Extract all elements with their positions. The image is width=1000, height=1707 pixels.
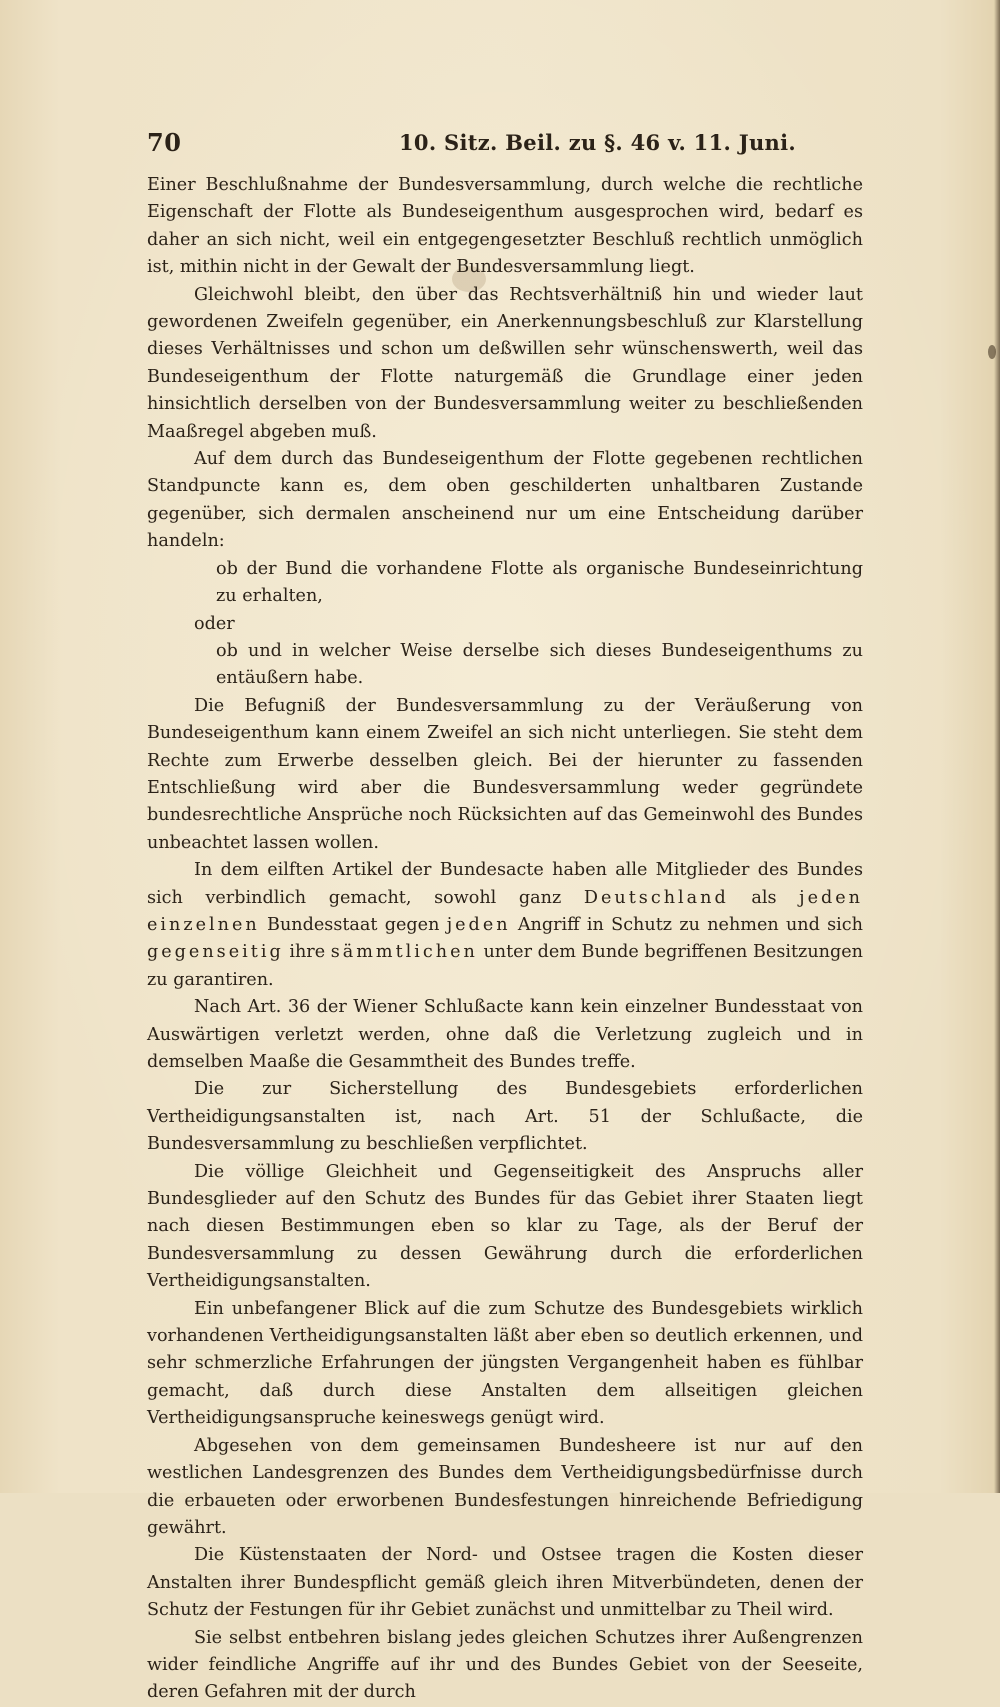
page-edge-shadow [994, 0, 1000, 1493]
paragraph-text: In dem eilften Artikel der Bundesacte haben alle Mitglieder des Bundes sich verbindlich gemacht, sowohl ganz [147, 860, 863, 908]
paragraph-text: Sie selbst entbehren bislang jedes gleichen Schutzes ihrer Außengrenzen wider feindliche Angriffe auf ihr und des Bundes Gebiet von der Seeseite, deren Gefahren mit der durch [147, 1627, 863, 1703]
paragraph-text: ihre [283, 942, 331, 963]
paragraph-text: Gleichwohl bleibt, den über das Rechtsverhältniß hin und wieder laut gewordenen Zweifeln gegenüber, ein Anerkennungsbeschluß zur Klarstellung dieses Verhältnisses und schon um deßwillen sehr wünschenswerth, weil das Bundeseigenthum der Flotte naturgemäß die Grundlage einer jeden hinsichtlich derselben von der Bundesversammlung weiter zu beschließenden Maaßregel abgeben muß. [147, 284, 863, 442]
running-head: 10. Sitz. Beil. zu §. 46 v. 11. Juni. [399, 130, 796, 155]
paragraph [147, 994, 863, 1076]
spaced-emphasis: sämmtlichen [330, 942, 478, 963]
paper-stain [988, 345, 996, 359]
paragraph-text: oder [194, 613, 235, 634]
paragraph-text: Die Küstenstaaten der Nord- und Ostsee tragen die Kosten dieser Anstalten ihrer Bundespflicht gemäß gleich ihren Mitverbündeten, denen der Schutz der Festungen für ihr Gebiet zunächst und unmittelbar zu Theil wird. [147, 1545, 863, 1621]
paragraph-text: Die völlige Gleichheit und Gegenseitigkeit des Anspruchs aller Bundesglieder auf den Schutz des Bundes für das Gebiet ihrer Staaten liegt nach diesen Bestimmungen eben so klar zu Tage, als der Beruf der Bundesversammlung zu dessen Gewährung durch die erforderlichen Vertheidigungsanstalten. [147, 1161, 863, 1292]
paragraph-text: Abgesehen von dem gemeinsamen Bundesheere ist nur auf den westlichen Landesgrenzen des Bundes dem Vertheidigungsbedürfnisse durch die erbaueten oder erworbenen Bundesfestungen hinreichende Befriedigung gewährt. [147, 1435, 863, 1538]
paragraph [147, 1296, 863, 1433]
page-number: 70 [147, 128, 182, 157]
paragraph [147, 638, 863, 693]
paragraph [147, 693, 863, 857]
paragraph [147, 1542, 863, 1624]
paragraph-text: Die Befugniß der Bundesversammlung zu der Veräußerung von Bundeseigenthum kann einem Zweifel an sich nicht unterliegen. Sie steht dem Rechte zum Erwerbe desselben gleich. Bei der hierunter zu fassenden Entschließung wird aber die Bundesversammlung weder gegründete bundesrechtliche Ansprüche noch Rücksichten auf das Gemeinwohl des Bundes unbeachtet lassen wollen. [147, 695, 863, 853]
spaced-emphasis: jeden einzelnen [147, 887, 863, 935]
document-body [147, 172, 863, 1707]
paragraph [147, 556, 863, 611]
paragraph-text: unter dem Bunde begriffenen Besitzungen zu garantiren. [147, 942, 863, 990]
page-header [147, 128, 863, 162]
paragraph-text: Nach Art. 36 der Wiener Schlußacte kann kein einzelner Bundesstaat von Auswärtigen verletzt werden, ohne daß die Verletzung zugleich und in demselben Maaße die Gesammtheit des Bundes treffe. [147, 997, 863, 1072]
paragraph-text: ob und in welcher Weise derselbe sich dieses Bundeseigenthums zu entäußern habe. [216, 640, 863, 689]
paragraph [147, 172, 863, 282]
paragraph [147, 1625, 863, 1707]
paragraph [147, 1433, 863, 1543]
paragraph-text: ob der Bund die vorhandene Flotte als organische Bundeseinrichtung zu erhalten, [216, 558, 863, 607]
paragraph-text: Bundesstaat gegen [259, 914, 447, 935]
paragraph [147, 446, 863, 556]
paragraph-text: Auf dem durch das Bundeseigenthum der Flotte gegebenen rechtlichen Standpuncte kann es, dem oben geschilderten unhaltbaren Zustande gegenüber, sich dermalen anscheinend nur um eine Entscheidung darüber handeln: [147, 449, 863, 552]
paragraph-text: Einer Beschlußnahme der Bundesversammlung, durch welche die rechtliche Eigenschaft der Flotte als Bundeseigenthum ausgesprochen wird, bedarf es daher an sich nicht, weil ein entgegengesetzter Beschluß rechtlich unmöglich ist, mithin nicht in der Gewalt der Bundesversammlung liegt. [147, 175, 863, 278]
paragraph-text: als [728, 887, 800, 908]
paragraph [147, 282, 863, 446]
spaced-emphasis: jeden [446, 914, 511, 935]
spaced-emphasis: Deutschland [583, 887, 729, 908]
paragraph [147, 857, 863, 994]
paragraph [147, 1159, 863, 1296]
paragraph-text: Ein unbefangener Blick auf die zum Schutze des Bundesgebiets wirklich vorhandenen Vertheidigungsanstalten läßt aber eben so deutlich erkennen, und sehr schmerzliche Erfahrungen der jüngsten Vergangenheit haben es fühlbar gemacht, daß durch diese Anstalten dem allseitigen gleichen Vertheidigungsanspruche keineswegs genügt wird. [147, 1298, 863, 1429]
paragraph-text: Angriff in Schutz zu nehmen und sich [510, 914, 863, 935]
paragraph [147, 1076, 863, 1158]
spaced-emphasis: gegenseitig [147, 942, 284, 963]
paragraph [147, 611, 863, 638]
paragraph-text: Die zur Sicherstellung des Bundesgebiets erforderlichen Vertheidigungsanstalten ist, nach Art. 51 der Schlußacte, die Bundesversammlung zu beschließen verpflichtet. [147, 1079, 863, 1155]
